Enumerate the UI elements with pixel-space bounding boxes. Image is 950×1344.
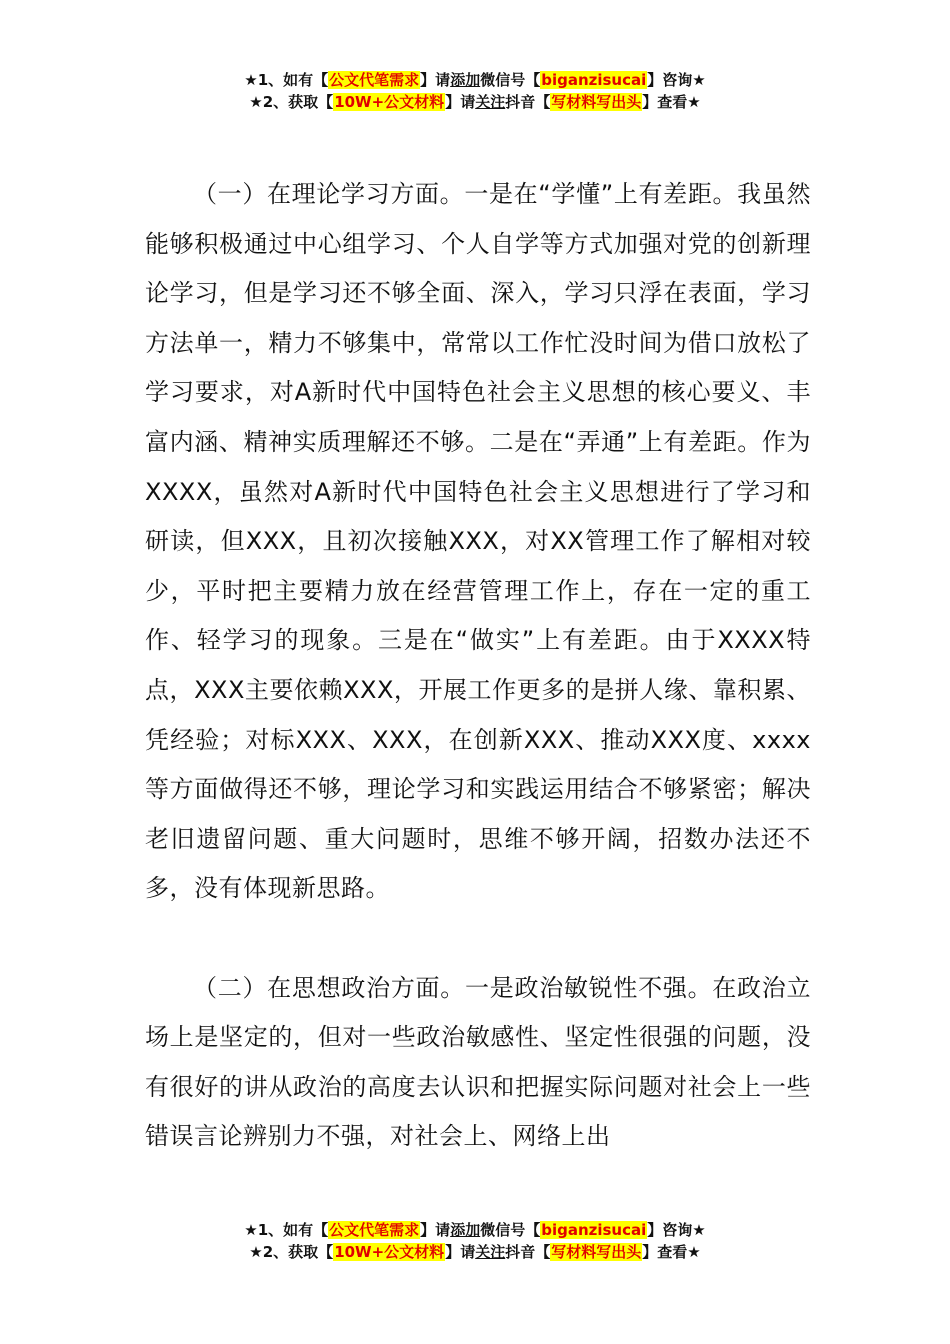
banner-text: 微信号【 [480, 1221, 541, 1239]
banner-text: ★2、获取【 [249, 1243, 334, 1261]
banner-text: ★1、如有【 [244, 1221, 329, 1239]
banner-text: 抖音【 [505, 93, 551, 111]
banner-text: 】请 [445, 1243, 476, 1261]
banner-text: 】查看★ [642, 93, 701, 111]
banner-text: 】请 [445, 93, 476, 111]
banner-text: 】咨询★ [647, 71, 706, 89]
paragraph-spacer [145, 914, 811, 964]
highlight-label: 写材料写出头 [551, 93, 642, 111]
banner-text: ★1、如有【 [244, 71, 329, 89]
underlined-text: 添加 [450, 71, 481, 89]
banner-text: 】请 [420, 71, 451, 89]
banner-line-1 [0, 69, 950, 91]
highlight-label: biganzisucai [541, 71, 647, 89]
banner-text: 微信号【 [480, 71, 541, 89]
banner-text: 】请 [420, 1221, 451, 1239]
highlight-label: biganzisucai [541, 1221, 647, 1239]
banner-text: ★2、获取【 [249, 93, 334, 111]
highlight-label: 10W+公文材料 [334, 93, 445, 111]
banner-line-2 [0, 1241, 950, 1263]
banner-text: 】查看★ [642, 1243, 701, 1261]
highlight-label: 10W+公文材料 [334, 1243, 445, 1261]
document-body [145, 170, 811, 1162]
banner-line-2 [0, 91, 950, 113]
underlined-text: 关注 [475, 93, 506, 111]
banner-text: 抖音【 [505, 1243, 551, 1261]
banner-text: 】咨询★ [647, 1221, 706, 1239]
banner-line-1 [0, 1219, 950, 1241]
highlight-label: 公文代笔需求 [329, 71, 420, 89]
paragraph-political-thought: （二）在思想政治方面。一是政治敏锐性不强。在政治立场上是坚定的，但对一些政治敏感性、坚定性很强的问题，没有很好的讲从政治的高度去认识和把握实际问题对社会上一些错误言论辨别力不强，对社会上、网络上出 [145, 973, 811, 1151]
highlight-label: 写材料写出头 [551, 1243, 642, 1261]
footer-banner [0, 1219, 950, 1263]
header-banner [0, 69, 950, 113]
paragraph-theory-study: （一）在理论学习方面。一是在“学懂”上有差距。我虽然能够积极通过中心组学习、个人自学等方式加强对党的创新理论学习，但是学习还不够全面、深入，学习只浮在表面，学习方法单一，精力不够集中，常常以工作忙没时间为借口放松了学习要求，对A新时代中国特色社会主义思想的核心要义、丰富内涵、精神实质理解还不够。二是在“弄通”上有差距。作为XXXX，虽然对A新时代中国特色社会主义思想进行了学习和研读，但XXX，且初次接触XXX，对XX管理工作了解相对较少，平时把主要精力放在经营管理工作上，存在一定的重工作、轻学习的现象。三是在“做实”上有差距。由于XXXX特点，XXX主要依赖XXX，开展工作更多的是拼人缘、靠积累、凭经验；对标XXX、XXX，在创新XXX、推动XXX度、xxxx等方面做得还不够，理论学习和实践运用结合不够紧密；解决老旧遗留问题、重大问题时，思维不够开阔，招数办法还不多，没有体现新思路。 [145, 180, 811, 903]
highlight-label: 公文代笔需求 [329, 1221, 420, 1239]
underlined-text: 关注 [475, 1243, 506, 1261]
underlined-text: 添加 [450, 1221, 481, 1239]
